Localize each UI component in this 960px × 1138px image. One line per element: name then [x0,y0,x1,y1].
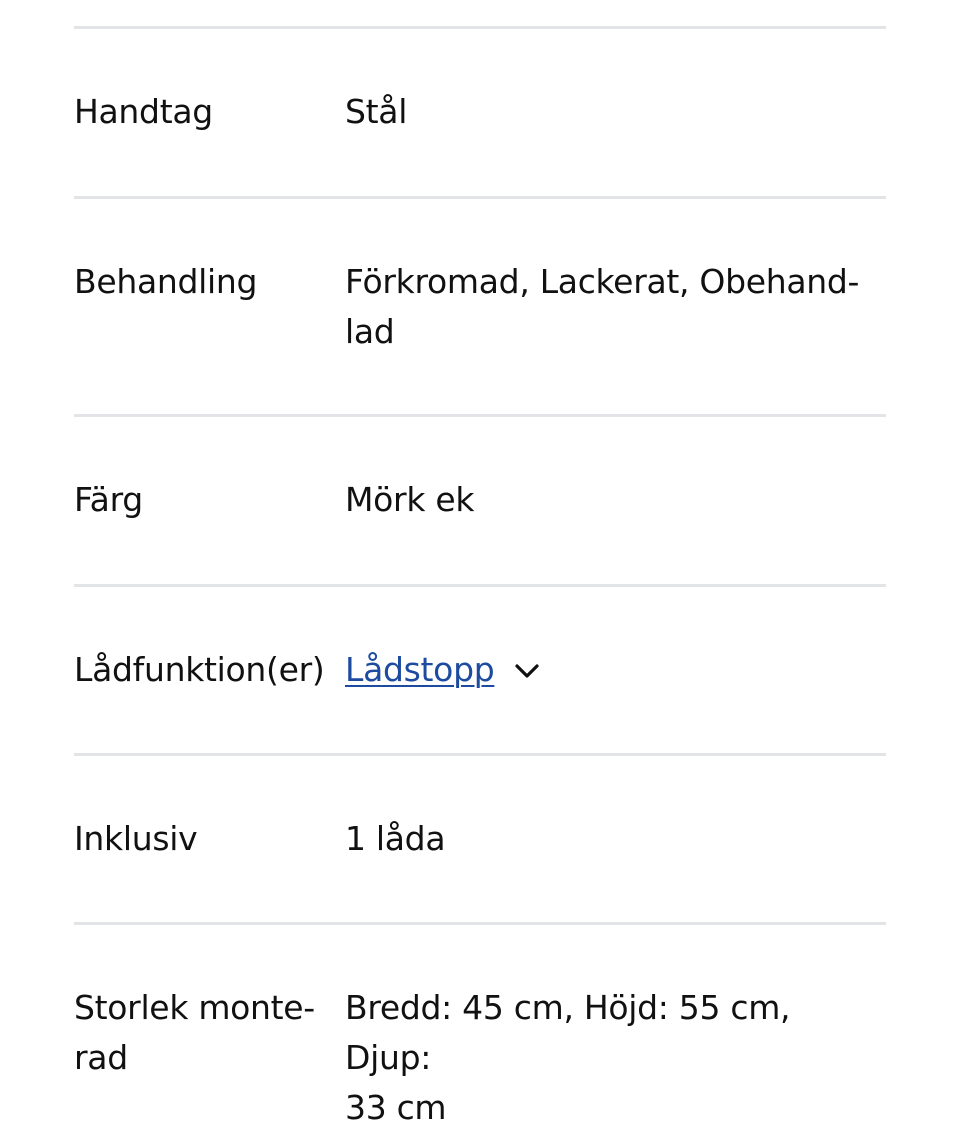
spec-row-inklusiv [74,753,886,922]
spec-row-storlek-monterad [74,922,886,1137]
spec-value-text: Bredd: 45 cm, Höjd: 55 cm, Djup: 33 cm [345,988,791,1127]
spec-label: Inklusiv [74,819,198,858]
spec-label: Handtag [74,92,213,131]
ladstopp-link[interactable]: Lådstopp [345,650,495,689]
spec-label: Färg [74,480,143,519]
spec-value [345,645,885,695]
product-specifications [74,26,886,1137]
spec-label-text: Storlek monte- rad [74,988,315,1077]
spec-value: Mörk ek [345,480,475,519]
spec-row-farg [74,414,886,584]
spec-row-behandling [74,196,886,414]
spec-value: 1 låda [345,819,446,858]
chevron-down-icon[interactable] [514,644,540,694]
spec-value-line: Förkromad, Lackerat, Obehand- lad [345,262,860,351]
spec-row-ladfunktion [74,584,886,753]
spec-value [345,257,885,357]
spec-label: Lådfunktion(er) [74,650,325,689]
spec-value [345,983,885,1133]
spec-label: Behandling [74,262,258,301]
spec-row-handtag [74,26,886,196]
spec-label [74,983,330,1083]
spec-value: Stål [345,92,408,131]
